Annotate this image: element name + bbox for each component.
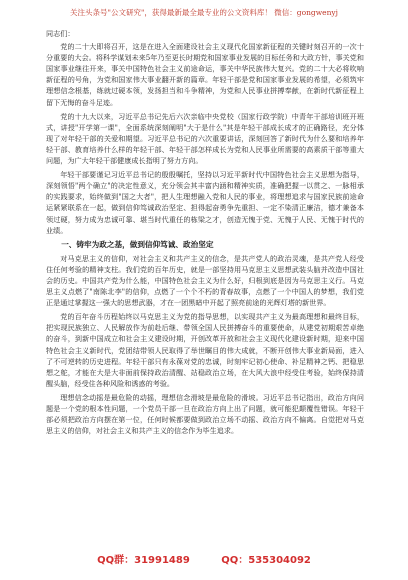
- paragraph: 对马克思主义的信仰，对社会主义和共产主义的信念，是共产党人的政治灵魂，是共产党人经受住任何考验的精神支柱。我们党的百年历史，就是一部坚持用马克思主义思想武装头脑并改造中国社会的历史。中国共产党为什么能，中国特色社会主义为什么好，归根到底是因为马克思主义行。马克思主义点燃了"南陈北李"的信仰，点燃了一个个不朽的青春故事，点燃了一个中国人的梦想，我们党正是通过掌握这一强大的思想武器，才在一团黑暗中开起了照亮前途的光辉灯塔的新世界。: [46, 253, 364, 308]
- greeting: 同志们：: [46, 29, 75, 38]
- contact-footer: [0, 551, 408, 566]
- qq-group-2: QQ：535304092: [221, 555, 311, 566]
- paragraph: 年轻干部要谨记习近平总书记的殷殷嘱托，坚持以习近平新时代中国特色社会主义思想为指导，深刻领悟"两个确立"的决定性意义，充分领会其丰富内涵和精神实质，准确把握一以贯之、一脉相承的实践要求，始终做到"国之大者"，把人生理想融入党和人民的事业，将理想追求与国家民族前途命运紧紧联系在一起，做到信仰笃诚政治坚定、担得起奋勇争先重担、一定不染清正廉洁，德才兼备本领过硬，努力成为忠诚可靠、堪当时代重任的栋梁之才，创造无愧于党、无愧于人民、无愧于时代的业绩。: [46, 170, 364, 235]
- paragraph: 理想信念动摇是最危险的动摇，理想信念滑坡是最危险的滑坡。习近平总书记指出，政治方向问题是一个党的根本性问题，一个党员干部一旦在政治方向上出了问题，就可能犯颠覆性错误。年轻干部必须把政治方向摆在第一位，任何时候都要做到政治立场不动摇、政治方向不偏离。自觉把对马克思主义的信仰，对社会主义和共产主义的信念作为毕生追求。: [46, 392, 364, 436]
- paragraph: 党的百年奋斗历程始终以马克思主义为党的指导思想，以实现共产主义为最高理想和最终目标，把实现民族独立、人民解放作为前赴后继、带领全国人民拼搏奋斗的重要使命，从建党初期艰苦卓绝的奋斗，到新中国成立和社会主义建设时期，开创改革开放和社会主义现代化建设新时期，迎来中国特色社会主义新时代，党团结带领人民取得了举世瞩目的伟大成就，不断开创伟大事业新局面，进入了不可逆转的历史进程。年轻干部只有永葆对党的忠诚，时刻牢记初心使命、补足精神之钙、把稳思想之舵，才能在大是大非面前保持政治清醒、站稳政治立场，在大风大浪中经受住考验，始终保持清醒头脑，经受住各种风险和诱惑的考验。: [46, 312, 364, 388]
- section-heading: 一、铸牢为政之基，做到信仰笃诚、政治坚定: [61, 239, 214, 249]
- qq-group-1: QQ群：31991489: [97, 555, 190, 566]
- paragraph: 党的十九大以来，习近平总书记先后六次亲临中央党校（国家行政学院）中青年干部培训班开班式，讲授"开学第一课"，全面系统深刻阐明"大于是什么"其是年轻干部成长成才的正确路径，充分体现了对年轻干部的关爱和期望。习近平总书记的六次重要讲话，深刻回答了新时代为什么要和培养年轻干部、教育培养什么样的年轻干部、年轻干部怎样成长为党和人民事业所需要的高素质干部等重大问题，为广大年轻干部健康成长指明了努力方向。: [46, 111, 364, 166]
- paragraph: 党的二十大即将召开，这是在进入全面建设社会主义现代化国家新征程的关键时刻召开的一次十分重要的大会。将科学谋划未来5年乃至更长时期党和国家事业发展的目标任务和大政方针，事关党和国家事业继往开来，事关中国特色社会主义前途命运，事关中华民族伟大复兴。党的二十大必将吹响新征程的号角，为党和国家伟大事业翻开新的篇章。年轻干部是党和国家事业发展的希望，必须筑牢理想信念根基，练就过硬本领，发扬担当和斗争精神，为党和人民事业拼搏奉献，在新时代新征程上留下无悔的奋斗足迹。: [46, 42, 364, 107]
- promo-header: 关注头条号"公文研究"，获得最新最全最专业的公文资料库！ 微信：gongwenyj: [70, 8, 338, 17]
- document-body: [46, 28, 364, 439]
